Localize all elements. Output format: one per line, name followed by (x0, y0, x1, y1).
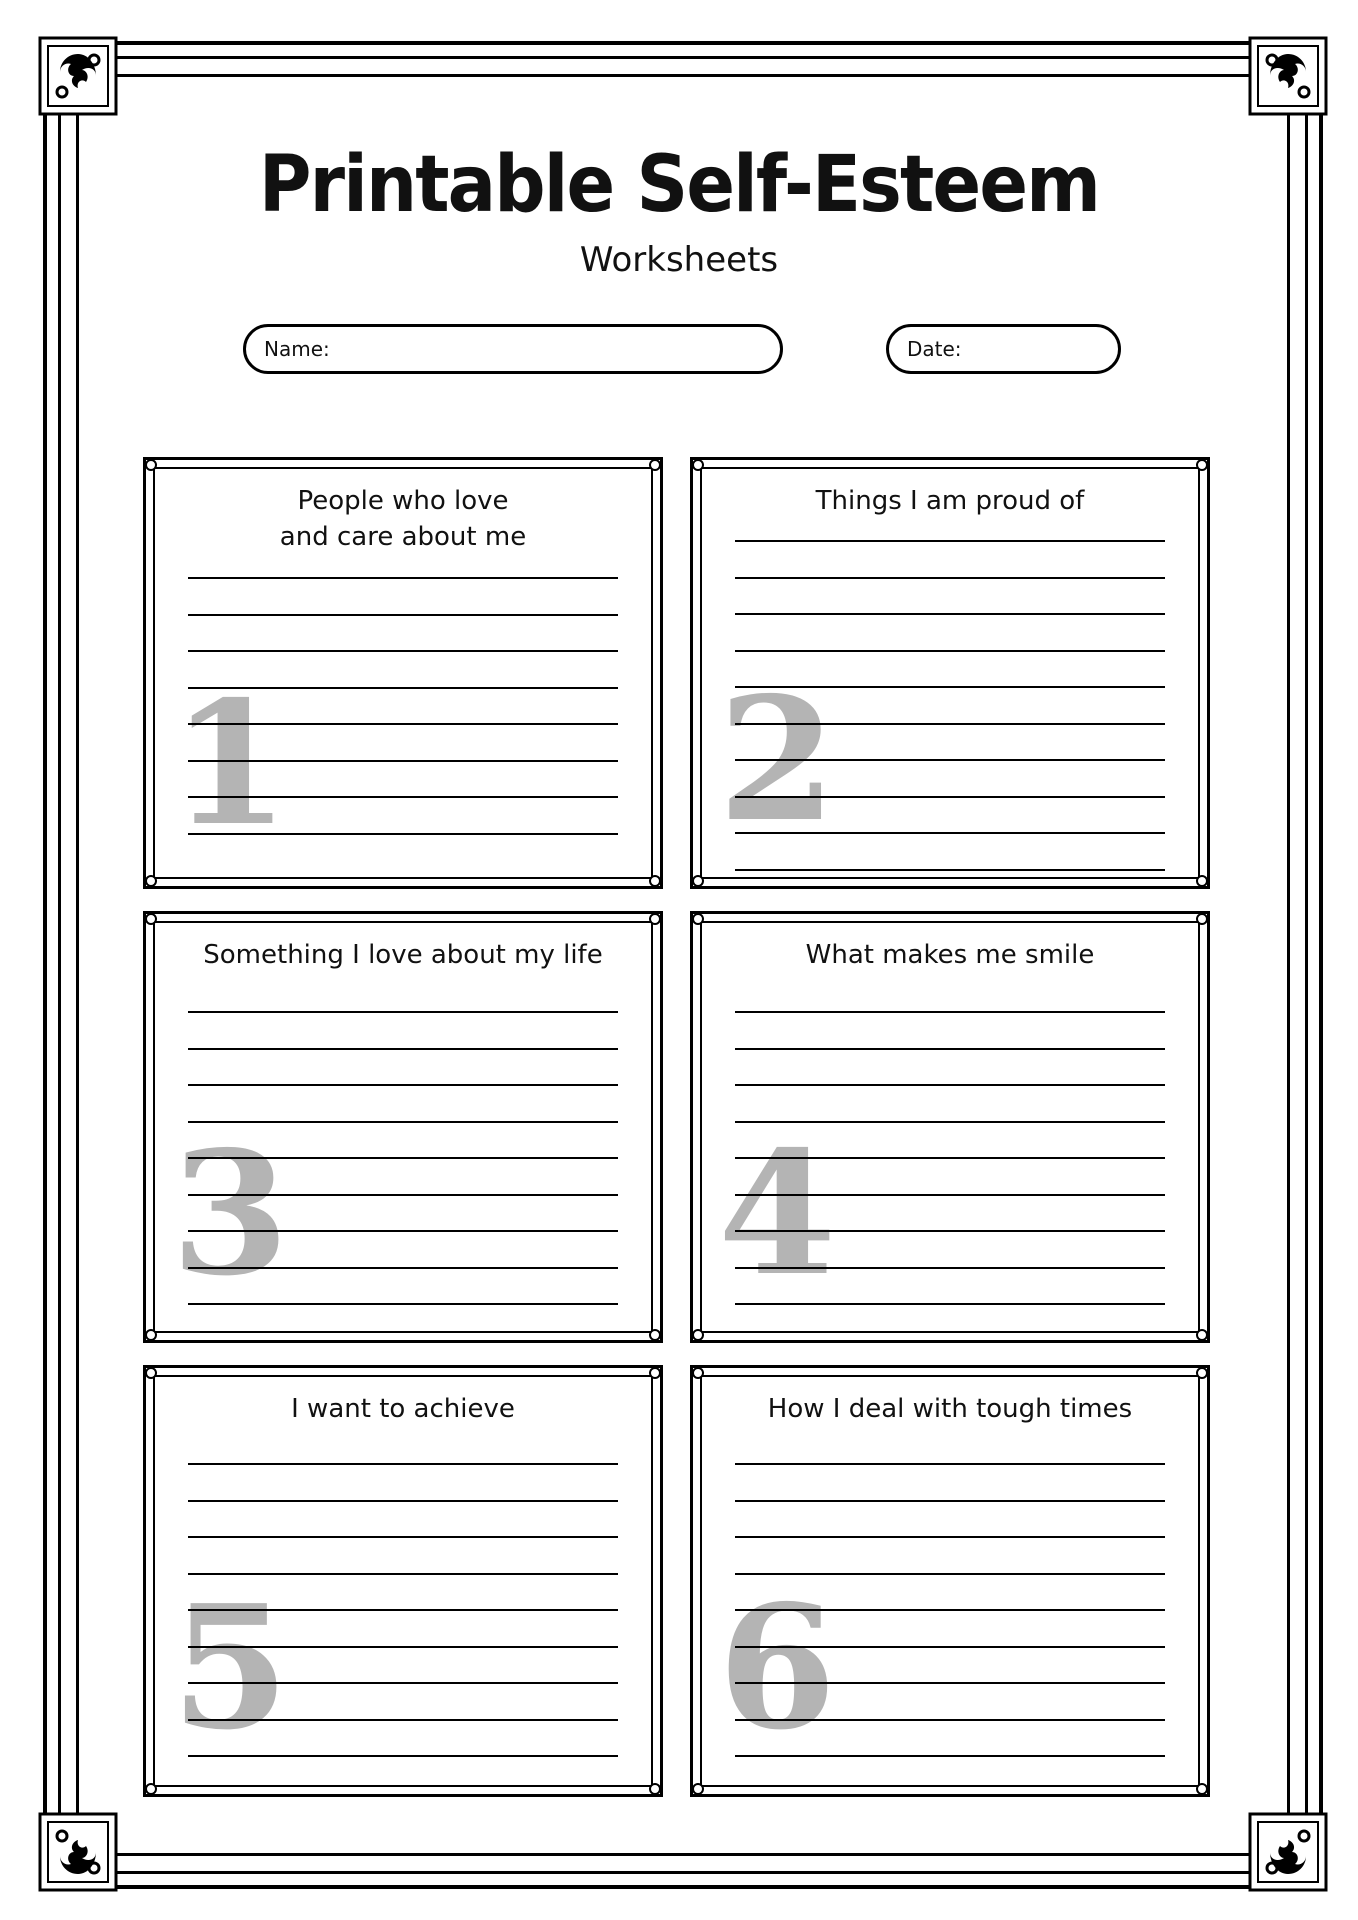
corner-dot-icon (649, 875, 661, 887)
corner-dot-icon (1196, 1367, 1208, 1379)
writing-line[interactable] (188, 1755, 618, 1757)
corner-dot-icon (1196, 1329, 1208, 1341)
corner-ornament-icon (38, 1812, 118, 1892)
writing-line[interactable] (735, 1609, 1165, 1611)
box-number: 1 (171, 664, 290, 864)
writing-line[interactable] (735, 1157, 1165, 1159)
worksheet-box-1 (143, 457, 663, 889)
box-heading-line: What makes me smile (805, 940, 1095, 970)
corner-dot-icon (649, 1367, 661, 1379)
writing-line[interactable] (735, 1646, 1165, 1648)
writing-line[interactable] (188, 687, 618, 689)
box-heading (710, 483, 1190, 519)
box-heading-line: Something I love about my life (203, 940, 603, 970)
corner-dot-icon (145, 913, 157, 925)
writing-line[interactable] (188, 1267, 618, 1269)
box-number: 6 (718, 1568, 837, 1768)
writing-line[interactable] (188, 1230, 618, 1232)
page-subtitle: Worksheets (579, 240, 779, 280)
corner-dot-icon (692, 913, 704, 925)
box-heading (163, 483, 643, 555)
box-heading-line: How I deal with tough times (767, 1394, 1133, 1424)
writing-line[interactable] (188, 1500, 618, 1502)
box-heading (710, 937, 1190, 973)
writing-line[interactable] (735, 1194, 1165, 1196)
corner-dot-icon (649, 1783, 661, 1795)
writing-line[interactable] (188, 1682, 618, 1684)
corner-dot-icon (1196, 459, 1208, 471)
writing-line[interactable] (188, 1719, 618, 1721)
writing-line[interactable] (735, 1755, 1165, 1757)
writing-line[interactable] (188, 1194, 618, 1196)
writing-line[interactable] (735, 1121, 1165, 1123)
writing-line[interactable] (735, 1303, 1165, 1305)
page-title: Printable Self-Esteem (258, 140, 1100, 230)
corner-dot-icon (692, 459, 704, 471)
writing-line[interactable] (735, 869, 1165, 871)
writing-line[interactable] (735, 1084, 1165, 1086)
writing-line[interactable] (735, 1463, 1165, 1465)
date-field[interactable] (886, 324, 1121, 374)
writing-line[interactable] (188, 1536, 618, 1538)
writing-line[interactable] (188, 1609, 618, 1611)
corner-dot-icon (145, 1367, 157, 1379)
writing-line[interactable] (735, 796, 1165, 798)
box-heading-line: Things I am proud of (815, 486, 1085, 516)
box-heading-line: I want to achieve (291, 1394, 515, 1424)
corner-dot-icon (649, 1329, 661, 1341)
writing-line[interactable] (735, 577, 1165, 579)
writing-line[interactable] (735, 759, 1165, 761)
box-heading (163, 937, 643, 973)
writing-line[interactable] (188, 1048, 618, 1050)
writing-line[interactable] (188, 1646, 618, 1648)
box-heading-line: and care about me (279, 522, 527, 552)
date-field-label: Date: (907, 337, 962, 361)
worksheet-box-3 (143, 911, 663, 1343)
worksheet-box-6 (690, 1365, 1210, 1797)
corner-dot-icon (649, 913, 661, 925)
corner-dot-icon (1196, 913, 1208, 925)
box-number: 2 (718, 660, 837, 860)
writing-line[interactable] (735, 832, 1165, 834)
writing-line[interactable] (188, 1573, 618, 1575)
writing-line[interactable] (188, 1303, 618, 1305)
writing-line[interactable] (735, 686, 1165, 688)
writing-line[interactable] (735, 1500, 1165, 1502)
writing-line[interactable] (735, 1573, 1165, 1575)
corner-dot-icon (649, 459, 661, 471)
corner-ornament-icon (1248, 1812, 1328, 1892)
box-number: 3 (171, 1114, 290, 1314)
writing-line[interactable] (735, 540, 1165, 542)
writing-line[interactable] (735, 1048, 1165, 1050)
writing-line[interactable] (735, 650, 1165, 652)
corner-dot-icon (692, 1367, 704, 1379)
writing-line[interactable] (188, 1157, 618, 1159)
writing-line[interactable] (735, 723, 1165, 725)
corner-dot-icon (145, 875, 157, 887)
name-field-label: Name: (264, 337, 330, 361)
box-number: 5 (171, 1568, 290, 1768)
writing-line[interactable] (188, 1011, 618, 1013)
corner-dot-icon (1196, 875, 1208, 887)
corner-dot-icon (692, 875, 704, 887)
writing-line[interactable] (188, 577, 618, 579)
box-heading (163, 1391, 643, 1427)
writing-line[interactable] (188, 796, 618, 798)
worksheet-box-5 (143, 1365, 663, 1797)
box-heading (710, 1391, 1190, 1427)
writing-line[interactable] (735, 1682, 1165, 1684)
writing-line[interactable] (735, 613, 1165, 615)
box-number: 4 (718, 1114, 837, 1314)
corner-ornament-icon (38, 36, 118, 116)
writing-line[interactable] (188, 1084, 618, 1086)
corner-dot-icon (1196, 1783, 1208, 1795)
corner-dot-icon (145, 1783, 157, 1795)
corner-dot-icon (692, 1783, 704, 1795)
corner-ornament-icon (1248, 36, 1328, 116)
corner-dot-icon (145, 459, 157, 471)
writing-line[interactable] (188, 760, 618, 762)
corner-dot-icon (145, 1329, 157, 1341)
writing-line[interactable] (735, 1719, 1165, 1721)
worksheet-box-4 (690, 911, 1210, 1343)
writing-line[interactable] (188, 1463, 618, 1465)
writing-line[interactable] (188, 614, 618, 616)
writing-line[interactable] (735, 1267, 1165, 1269)
writing-line[interactable] (188, 723, 618, 725)
writing-line[interactable] (188, 833, 618, 835)
writing-line[interactable] (735, 1536, 1165, 1538)
name-field[interactable] (243, 324, 783, 374)
box-heading-line: People who love (297, 486, 509, 516)
writing-line[interactable] (735, 1230, 1165, 1232)
writing-line[interactable] (735, 1011, 1165, 1013)
writing-line[interactable] (188, 650, 618, 652)
corner-dot-icon (692, 1329, 704, 1341)
worksheet-box-2 (690, 457, 1210, 889)
writing-line[interactable] (188, 1121, 618, 1123)
